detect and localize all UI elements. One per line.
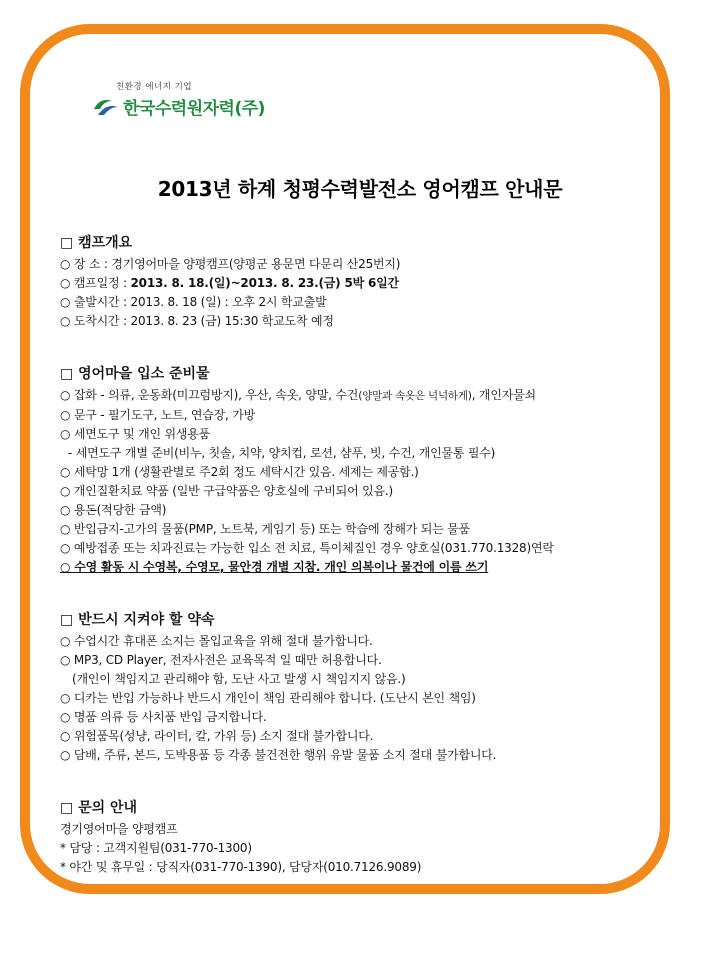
supplies-item: ○ 세면도구 및 개인 위생용품 <box>60 427 211 441</box>
supplies-subitem: - 세면도구 개별 준비(비누, 칫솔, 치약, 양치컵, 로션, 샴푸, 빗, 수건, 개인물통 필수) <box>68 446 496 460</box>
overview-departure: ○ 출발시간 : 2013. 8. 18 (일) : 오후 2시 학교출발 <box>60 295 327 309</box>
section-title: □ 반드시 지켜야 할 약속 <box>60 612 215 628</box>
supplies-item: ○ 세탁망 1개 (생활관별로 주2회 정도 세탁시간 있음. 세제는 제공함.) <box>60 465 419 479</box>
rule-item: ○ 수업시간 휴대폰 소지는 몰입교육을 위해 절대 불가합니다. <box>60 634 373 648</box>
section-rules <box>60 609 640 765</box>
supplies-item: ○ 문구 - 필기도구, 노트, 연습장, 가방 <box>60 408 256 422</box>
supplies-misc: ○ 잡화 - 의류, 운동화(미끄럼방지), 우산, 속옷, 양말, 수건 <box>60 388 359 402</box>
overview-location: ○ 장 소 : 경기영어마을 양평캠프(양평군 용문면 다문리 산25번지) <box>60 257 401 271</box>
section-camp-overview <box>60 232 640 331</box>
document-body <box>60 232 640 909</box>
document-title: 2013년 하계 청평수력발전소 영어캠프 안내문 <box>157 177 563 201</box>
supplies-misc-note: (양말과 속옷은 넉넉하게) <box>358 390 472 402</box>
supplies-item: ○ 예방접종 또는 치과진료는 가능한 입소 전 치료, 특이체질인 경우 양호실(031.770.1328)연락 <box>60 541 554 555</box>
logo-tagline: 친환경 에너지 기업 <box>116 82 193 92</box>
section-title: □ 영어마을 입소 준비물 <box>60 366 210 382</box>
overview-arrival: ○ 도착시간 : 2013. 8. 23 (금) 15:30 학교도착 예정 <box>60 314 334 328</box>
supplies-item-emphasized: ○ 수영 활동 시 수영복, 수영모, 물안경 개별 지참. 개인 의복이나 물건에 이름 쓰기 <box>60 560 489 574</box>
schedule-dates: 2013. 8. 18.(일)~2013. 8. 23.(금) 5박 6일간 <box>130 276 399 290</box>
rule-item: ○ MP3, CD Player, 전자사전은 교육목적 일 때만 허용합니다. <box>60 653 382 667</box>
supplies-misc-tail: , 개인자물쇠 <box>471 388 536 402</box>
supplies-item: ○ 개인질환치료 약품 (일반 구급약품은 양호실에 구비되어 있음.) <box>60 484 393 498</box>
contact-camp-name: 경기영어마을 양평캠프 <box>60 822 178 836</box>
section-title: □ 문의 안내 <box>60 800 138 816</box>
rule-item-note: (개인이 책임지고 관리해야 함, 도난 사고 발생 시 책임지지 않음.) <box>72 672 406 686</box>
schedule-label: ○ 캠프일정 : <box>60 276 131 290</box>
rule-item: ○ 명품 의류 등 사치품 반입 금지합니다. <box>60 710 267 724</box>
rule-item: ○ 위험품목(성냥, 라이터, 칼, 가위 등) 소지 절대 불가합니다. <box>60 729 374 743</box>
section-title: □ 캠프개요 <box>60 235 133 251</box>
rule-item: ○ 디카는 반입 가능하나 반드시 개인이 책임 관리해야 합니다. (도난시 본인 책임) <box>60 691 476 705</box>
section-supplies <box>60 363 640 577</box>
logo-row <box>92 94 265 119</box>
khnp-wave-logo-icon <box>92 95 120 119</box>
supplies-item: ○ 반입금지-고가의 물품(PMP, 노트북, 게임기 등) 또는 학습에 장해가 되는 물품 <box>60 522 470 536</box>
supplies-item: ○ 용돈(적당한 금액) <box>60 503 167 517</box>
contact-after-hours: * 야간 및 휴무일 : 당직자(031-770-1390), 담당자(010.7126.9089) <box>60 860 422 874</box>
logo-company-name: 한국수력원자력(주) <box>123 99 265 119</box>
supplies-item <box>60 386 640 406</box>
overview-schedule <box>60 274 640 293</box>
rule-item: ○ 담배, 주류, 본드, 도박용품 등 각종 불건전한 행위 유발 물품 소지 절대 불가합니다. <box>60 748 497 762</box>
company-logo <box>92 80 265 119</box>
section-contact <box>60 797 640 877</box>
contact-manager: * 담당 : 고객지원팀(031-770-1300) <box>60 841 252 855</box>
